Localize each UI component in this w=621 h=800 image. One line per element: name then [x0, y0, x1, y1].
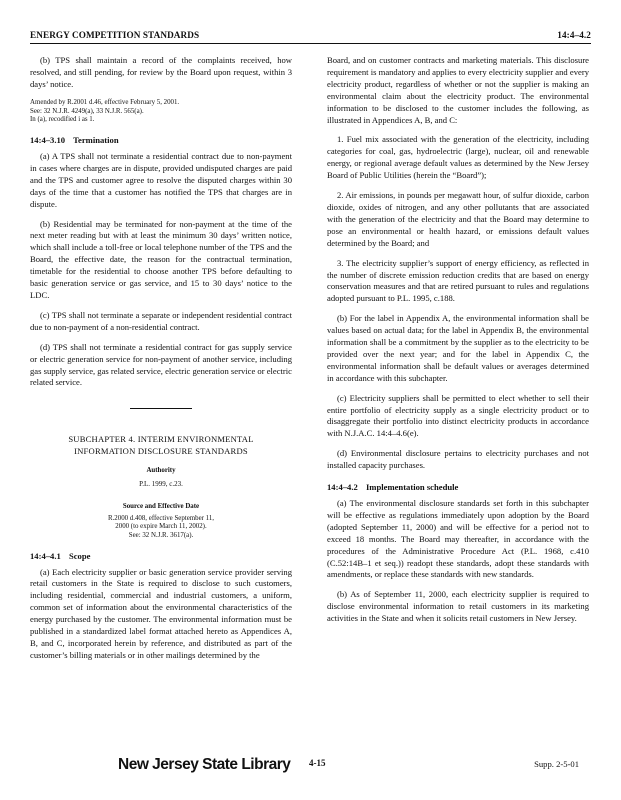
termination-paragraph-c: (c) TPS shall not terminate a separate or independent residential contract due to non-payment of a non-residential contract. [30, 309, 292, 332]
section-heading-scope [30, 551, 292, 563]
termination-paragraph-a: (a) A TPS shall not terminate a residential contract due to non-payment in cases where charges are in dispute, provided undisputed charges are paid and the TPS and customer agree to resolve the disputed charges within 30 days of the time that a customer has notified the TPS that charges are in dispute. [30, 151, 292, 209]
source-line: See: 32 N.J.R. 3617(a). [128, 532, 194, 540]
section-divider [130, 408, 192, 409]
left-column [30, 55, 292, 670]
amendment-note [30, 99, 292, 125]
scope-paragraph-c: (c) Electricity suppliers shall be permitted to elect whether to sell their entire portfolio of electricity supply as a single electricity product or to disaggregate their portfolio into distinct electricity products in accordance with N.J.A.C. 14:4–4.6(e). [327, 392, 589, 439]
amendment-line: See: 32 N.J.R. 4249(a), 33 N.J.R. 565(a). [30, 107, 144, 115]
list-item-energy-efficiency: 3. The electricity supplier’s support of energy efficiency, as reflected in the number of discrete emission reduction credits that are based on energy conservation measures and that are retired pursuant to rules and regulations adopted pursuant to P.L. 1995, c.188. [327, 257, 589, 304]
implementation-paragraph-b: (b) As of September 11, 2000, each electricity supplier is required to disclose environmental information to retail customers in its marketing activities in the State and when it solicits retail customers in New Jersey. [327, 589, 589, 624]
subchapter-title-line: SUBCHAPTER 4. INTERIM ENVIRONMENTAL [68, 434, 254, 445]
section-heading-implementation [327, 482, 589, 494]
subchapter-title [30, 434, 292, 457]
section-number: 14:4–3.10 [30, 135, 66, 146]
page-footer [30, 756, 591, 776]
subchapter-title-line: INFORMATION DISCLOSURE STANDARDS [74, 445, 248, 456]
source-heading: Source and Effective Date [122, 502, 200, 510]
library-stamp: New Jersey State Library [118, 756, 291, 773]
section-title: Scope [68, 550, 91, 561]
section-title: Implementation schedule [365, 482, 459, 493]
right-column [327, 55, 589, 633]
authority-heading: Authority [146, 467, 176, 475]
authority-citation: P.L. 1999, c.23. [139, 480, 183, 489]
amendment-line: Amended by R.2001 d.46, effective February 5, 2001. [30, 98, 180, 106]
section-number: 14:4–4.1 [30, 550, 61, 561]
section-number: 14:4–4.2 [327, 482, 358, 493]
source-line: 2000 (to expire March 11, 2002). [115, 523, 207, 531]
amendment-line: In (a), recodified i as 1. [30, 116, 95, 124]
scope-paragraph-b: (b) For the label in Appendix A, the environmental information shall be values based on actual data; for the label in Appendix B, the environmental information shall be a commitment by the supplier as to the electricity to be provided over the next year; and for the label in Appendix C, the environmental information shall be default values or averages determined in accordance with this subchapter. [327, 313, 589, 383]
section-heading-termination [30, 135, 292, 147]
source-line: R.2000 d.408, effective September 11, [107, 514, 214, 522]
header-section-range: 14:4–4.2 [557, 30, 591, 40]
termination-paragraph-b: (b) Residential may be terminated for non-payment at the time of the next meter reading but with at least the minimum 30 days’ written notice, which shall include a toll-free or local telephone number of the TPS and the Board, the effective date, the reason for the contractual termination, timetable for the residential to choose another TPS before defaulting to basic generation service or gas service, and 15 to 30 days’ notice to the LDC. [30, 218, 292, 300]
scope-paragraph-a: (a) Each electricity supplier or basic generation service provider serving retail customers in the State is required to disclose to such customers, including residential, commercial and industrial customers, a uniform, common set of information about the environmental characteristics of the energy purchased by the customer. The environmental information must be published in a standardized label format attached hereto as Appendices A, B, and C, incorporated herein by reference, and distributed as part of the customer’s billing materials or in other mailings determined by the [30, 566, 292, 660]
header-title: ENERGY COMPETITION STANDARDS [30, 30, 200, 40]
list-item-air-emissions: 2. Air emissions, in pounds per megawatt hour, of sulfur dioxide, carbon dioxide, oxides of nitrogen, and any other pollutants that are associated with the generation of the electricity and that the Board may determine to pose an environmental or health hazard, or emissions default values determined by the Board; and [327, 190, 589, 248]
section-title: Termination [73, 135, 119, 146]
paragraph-b-records: (b) TPS shall maintain a record of the complaints received, how resolved, and still pending, for review by the Board upon request, within 3 days’ notice. [30, 55, 292, 89]
implementation-paragraph-a: (a) The environmental disclosure standards set forth in this subchapter will be effective as regulations immediately upon adoption by the Board (adopted September 11, 2000) and will be effective for a period not to exceed 18 months. The Board may thereafter, in accordance with the procedures of the Administrative Procedure Act (P.L. 1968, c.410 (C.52:14B–1 et seq.)) readopt these standards, adopt these standards with amendments, or replace these standards with new standards. [327, 498, 589, 580]
page-number: 4-15 [309, 758, 326, 768]
list-item-fuel-mix: 1. Fuel mix associated with the generation of the electricity, including categories for coal, gas, hydroelectric (large), nuclear, oil and renewable energy, or regional average default values as determined by the New Jersey Board of Public Utilities (herein the “Board”); [327, 134, 589, 181]
supplement-date: Supp. 2-5-01 [534, 759, 579, 769]
running-header [30, 30, 591, 44]
source-citation [30, 515, 292, 541]
scope-continuation: Board, and on customer contracts and marketing materials. This disclosure requirement is mandatory and applies to every electricity supplier and every electricity product, regardless of whether or not the supplier is making an environmental claim about the electricity product. The environmental information to be disclosed to the customer includes the following, as illustrated in Appendices A, B, and C: [327, 55, 589, 125]
termination-paragraph-d: (d) TPS shall not terminate a residential contract for gas supply service or electric generation service for non-payment of another service, including gas supply service, gas related service, electric generation service or electric related service. [30, 341, 292, 388]
scope-paragraph-d: (d) Environmental disclosure pertains to electricity purchases and not installed capacity purchases. [327, 448, 589, 471]
